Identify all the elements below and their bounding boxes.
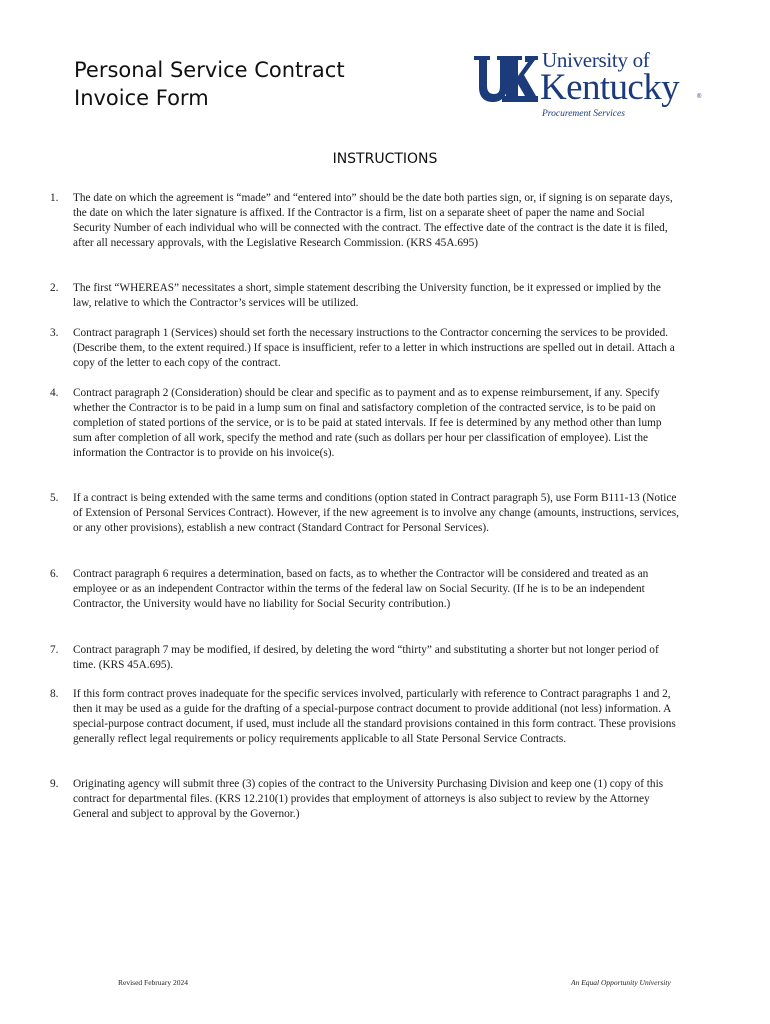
instruction-text: If a contract is being extended with the same terms and conditions (option stated in Contract paragraph 5), use Form B111-13 (Notice of Extension of Personal Services Contract). However, if the new agreement is to involve any change (amounts, instructions, services, or any other provisions), establish a new contract (Standard Contract for Personal Services). <box>73 492 679 534</box>
instruction-text: Contract paragraph 2 (Consideration) should be clear and specific as to payment and as to expense reimbursement, if any. Specify whether the Contractor is to be paid in a lump sum on final and satisfactory completion of the contracted service, is to be paid on completion of stated portions of the service, or is to be paid at stated intervals. If fee is determined by any method other than lump sum after completion of all work, specify the method and rate (such as dollars per hour per classification of employee). List the information the Contractor is to provide on his invoice(s). <box>73 387 662 459</box>
instruction-text: Contract paragraph 6 requires a determination, based on facts, as to whether the Contractor will be considered and treated as an employee or as an independent Contractor within the terms of the federal law on Social Security. (If he is to be an independent Contractor, the University would have no liability for Social Security contribution.) <box>73 568 649 610</box>
instruction-text: The date on which the agreement is “made” and “entered into” should be the date both parties sign, or, if signing is on separate days, the date on which the later signature is affixed. If the Contractor is a firm, list on a separate sheet of paper the name and Social Security Number of each individual who will be connected with the contract. The effective date of the contract is the date it is filed, after all necessary approvals, with the Legislative Research Commission. (KRS 45A.695) <box>73 192 673 249</box>
instruction-item <box>50 191 680 251</box>
instruction-item <box>50 386 680 461</box>
instruction-item <box>50 643 680 673</box>
instruction-text: The first “WHEREAS” necessitates a short, simple statement describing the University function, be it expressed or implied by the law, relative to which the Contractor’s services will be utilized. <box>73 282 661 309</box>
document-title-line1: Personal Service Contract <box>74 58 345 82</box>
instruction-number: 4. <box>50 387 59 399</box>
instruction-number: 6. <box>50 568 59 580</box>
instruction-item <box>50 777 680 822</box>
instruction-item <box>50 567 680 612</box>
instruction-item <box>50 491 680 536</box>
instruction-number: 8. <box>50 688 59 700</box>
instruction-item <box>50 687 680 747</box>
document-title <box>74 56 345 112</box>
revision-date: Revised February 2024 <box>118 978 188 987</box>
instruction-text: Contract paragraph 7 may be modified, if desired, by deleting the word “thirty” and substituting a shorter but not longer period of time. (KRS 45A.695). <box>73 644 659 671</box>
logo-registered-mark: ® <box>697 94 702 100</box>
instruction-number: 2. <box>50 282 59 294</box>
instructions-heading: INSTRUCTIONS <box>332 151 438 167</box>
instruction-number: 1. <box>50 192 59 204</box>
logo-university-of: University of <box>542 48 650 72</box>
equal-opportunity-statement: An Equal Opportunity University <box>571 978 671 987</box>
instruction-number: 9. <box>50 778 59 790</box>
instruction-item <box>50 281 680 311</box>
university-logo <box>472 50 712 124</box>
document-title-line2: Invoice Form <box>74 86 209 110</box>
logo-procurement-services: Procurement Services <box>542 109 625 119</box>
uk-monogram-icon <box>472 52 538 106</box>
instruction-text: Originating agency will submit three (3) copies of the contract to the University Purchasing Division and keep one (1) copy of this contract for departmental files. (KRS 12.210(1) provides that employment of attorneys is also subject to review by the Attorney General and subject to approval by the Governor.) <box>73 778 664 820</box>
instruction-text: If this form contract proves inadequate for the specific services involved, particularly with reference to Contract paragraphs 1 and 2, then it may be used as a guide for the drafting of a special-purpose contract document to provide additional (not less) information. A special-purpose contract document, if used, must include all the standard provisions contained in this form contract. These provisions generally reflect legal requirements or policy requirements applicable to all State Personal Service Contracts. <box>73 688 676 745</box>
instruction-number: 7. <box>50 644 59 656</box>
logo-kentucky: Kentucky <box>540 67 680 108</box>
instruction-number: 5. <box>50 492 59 504</box>
instruction-number: 3. <box>50 327 59 339</box>
instruction-item <box>50 326 680 371</box>
instruction-text: Contract paragraph 1 (Services) should set forth the necessary instructions to the Contractor concerning the services to be provided. (Describe them, to the extent required.) If space is insufficient, refer to a letter in which instructions are spelled out in detail. Attach a copy of the letter to each copy of the contract. <box>73 327 675 369</box>
